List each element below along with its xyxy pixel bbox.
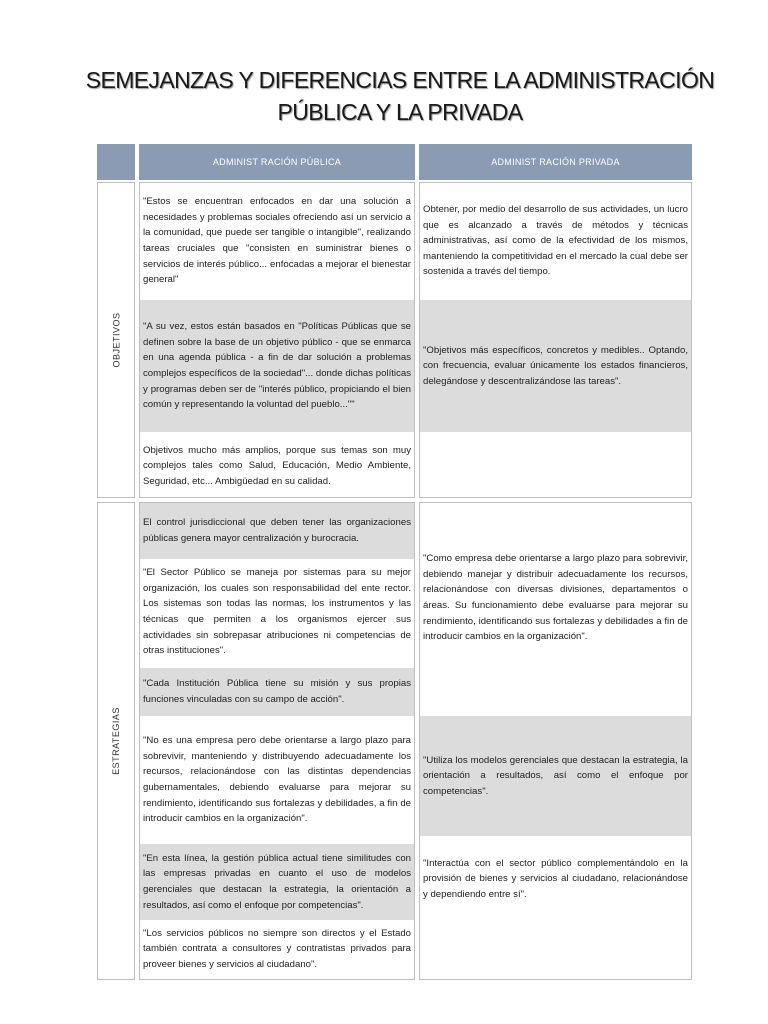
section-label-objetivos: OBJETIVOS bbox=[97, 182, 135, 498]
estrategias-publica-paragraph: "Cada Institución Pública tiene su misión y sus propias funciones vinculadas con su campo de acción". bbox=[140, 668, 414, 716]
estrategias-publica-paragraph: "No es una empresa pero debe orientarse a largo plazo para sobrevivir, manteniendo y distribuyendo adecuadamente los recursos, relacionándose con las distintas dependencias gubernamentales, debiendo evaluarse para mejorar su rendimiento, identificando sus fortalezas y debilidades, a fin de introducir cambios en la organización". bbox=[143, 735, 411, 825]
estrategias-publica-paragraph: "Los servicios públicos no siempre son directos y el Estado también contrata a consultores y contratistas privados para proveer bienes y servicios al ciudadano". bbox=[143, 927, 411, 970]
header-privada: ADMINIST RACIÓN PRIVADA bbox=[419, 144, 692, 180]
objetivos-publica-paragraph: Objetivos mucho más amplios, porque sus temas son muy complejos tales como Salud, Educación, Medio Ambiente, Seguridad, etc... Ambigüedad en su calidad. bbox=[143, 444, 411, 487]
estrategias-privada-paragraph: "Interactúa con el sector público complementándolo en la provisión de bienes y servicios al ciudadano, relacionándose y dependiendo entre sí". bbox=[423, 857, 688, 900]
estrategias-publica-paragraph: El control jurisdiccional que deben tener las organizaciones públicas genera mayor centralización y burocracia. bbox=[140, 503, 414, 559]
page-title bbox=[70, 64, 730, 128]
title-line-1: SEMEJANZAS Y DIFERENCIAS ENTRE LA ADMINISTRACIÓN bbox=[85, 67, 715, 93]
estrategias-privada-paragraph: "Utiliza los modelos gerenciales que destacan la estrategia, la orientación a resultados, así como el enfoque por competencias". bbox=[420, 716, 691, 836]
estrategias-publica-paragraph: "En esta línea, la gestión pública actual tiene similitudes con las empresas privadas en cuanto el uso de modelos gerenciales que destacan la estrategia, la orientación a resultados, así como el enfoque por competencias". bbox=[140, 844, 414, 920]
objetivos-privada-paragraph: "Objetivos más específicos, concretos y medibles.. Optando, con frecuencia, evaluar únicamente los estados financieros, delegándose y descentralizándose las tareas". bbox=[420, 300, 691, 432]
objetivos-publica-paragraph: "Estos se encuentran enfocados en dar una solución a necesidades y problemas sociales ofreciendo así un servicio a la comunidad, que puede ser tangible o intangible", realizando tareas cruciales que "consisten en suministrar bienes o servicios de interés público... enfocadas a mejorar el bienestar general" bbox=[143, 196, 411, 286]
estrategias-privada-paragraph: "Como empresa debe orientarse a largo plazo para sobrevivir, debiendo manejar y distribuir adecuadamente los recursos, relacionándose con diversas divisiones, departamentos o áreas. Su funcionamiento debe evaluarse para mejorar su rendimiento, identificando sus fortalezas y debilidades a fin de introducir cambios en la organización". bbox=[423, 553, 688, 643]
estrategias-publica-paragraph: "El Sector Público se maneja por sistemas para su mejor organización, los cuales son responsabilidad del ente rector. Los sistemas son todas las normas, los instrumentos y las técnicas que permiten a los organismos ejercer sus actividades sin sobrepasar atribuciones ni competencias de otras instituciones". bbox=[143, 567, 411, 657]
header-corner-cell bbox=[97, 144, 135, 180]
header-publica: ADMINIST RACIÓN PÚBLICA bbox=[139, 144, 415, 180]
title-line-2: PÚBLICA Y LA PRIVADA bbox=[277, 99, 523, 125]
objetivos-publica-paragraph: "A su vez, estos están basados en "Políticas Públicas que se definen sobre la base de un objetivo público - que se enmarca en una agenda pública - a fin de dar solución a problemas complejos específicos de la sociedad"... donde dichas políticas y programas deben ser de "interés público, propiciando el bien común y representando la voluntad del pueblo..."" bbox=[140, 300, 414, 432]
section-label-estrategias: ESTRATEGIAS bbox=[97, 502, 135, 980]
objetivos-privada-paragraph: Obtener, por medio del desarrollo de sus actividades, un lucro que es alcanzado a través de métodos y técnicas administrativas, así como de la efectividad de los mismos, manteniendo la competitividad en el mercado la cual debe ser sostenida a través del tiempo. bbox=[423, 204, 688, 278]
